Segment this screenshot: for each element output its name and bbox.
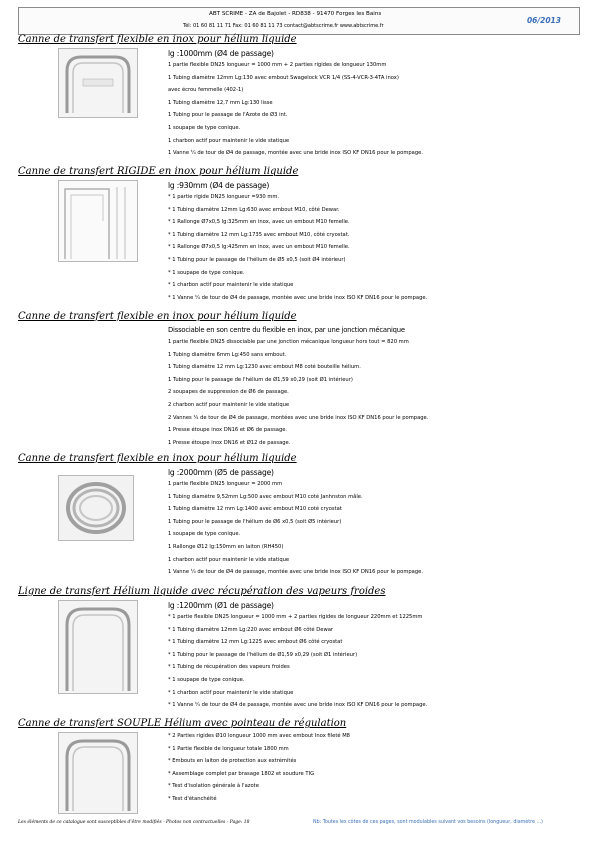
list-item: * 1 Rallonge Ø7x0,5 lg:425mm en inox, avec un embout M10 femelle. <box>168 244 350 251</box>
list-item: 1 Vanne ¼ de tour de Ø4 de passage, montée avec une bride inox ISO KF DN16 pour le pompage. <box>168 150 423 157</box>
list-item: * Embouts en laiton de protection aux extrémités <box>168 758 297 765</box>
product-spec: lg :2000mm (Ø5 de passage) <box>168 468 274 477</box>
list-item: * 1 Tubing de récupération des vapeurs froides <box>168 664 290 671</box>
list-item: * 1 Vanne ¼ de tour de Ø4 de passage, montée avec une bride inox ISO KF DN16 pour le pompage. <box>168 702 428 709</box>
product-title: Canne de transfert flexible en inox pour hélium liquide <box>18 453 297 464</box>
list-item: 1 Tubing pour le passage de l'hélium de Ø1,59 x0,29 (soit Ø1 intérieur) <box>168 376 353 383</box>
spec-list <box>168 611 427 712</box>
spec-list <box>168 336 428 449</box>
list-item: 1 Tubing pour le passage de l'Azote de Ø3 int. <box>168 112 288 119</box>
product-title: Canne de transfert RIGIDE en inox pour hélium liquide <box>18 166 299 177</box>
list-item: * 1 Rallonge Ø7x0,5 lg:325mm en inox, avec un embout M10 femelle. <box>168 219 350 226</box>
list-item: 1 partie flexible DN25 longueur = 2000 mm <box>168 481 283 487</box>
list-item: 1 Tubing diamètre 12,7 mm Lg:130 lisse <box>168 99 273 106</box>
spec-list <box>168 191 427 304</box>
product-spec: lg :930mm (Ø4 de passage) <box>168 181 270 190</box>
list-item: 1 Rallonge Ø12 lg:150mm en laiton (RH450) <box>168 543 284 550</box>
document-date: 06/2013 <box>526 16 561 25</box>
list-item: 1 Tubing diamètre 12 mm Lg:1400 avec embout M10 coté cryostat <box>168 506 342 513</box>
list-item: 1 Presse étoupe inox DN16 et Ø12 de passage. <box>168 439 291 446</box>
list-item: * 1 charbon actif pour maintenir le vide statique <box>168 282 294 289</box>
list-item: * 2 Parties rigides Ø10 longueur 1000 mm avec embout Inox fileté M8 <box>168 733 350 739</box>
spec-list <box>168 730 350 806</box>
list-item: 1 charbon actif pour maintenir le vide statique <box>168 137 290 144</box>
list-item: 2 charbon actif pour maintenir le vide statique <box>168 401 290 408</box>
list-item: 1 Tubing diamètre 9,52mm Lg:500 avec embout M10 coté Janhnston mâle. <box>168 493 363 500</box>
list-item: 1 soupape de type conique. <box>168 124 241 131</box>
list-item: 1 Tubing diamètre 12 mm Lg:1230 avec embout M8 coté bouteille hélium. <box>168 364 361 371</box>
list-item: 1 soupape de type conique. <box>168 531 241 538</box>
list-item: * Assemblage complet par brasage 1802 et soudure TIG <box>168 770 315 777</box>
list-item: 2 soupapes de suppression de Ø6 de passage. <box>168 389 289 396</box>
list-item: * 1 Tubing diamètre 12 mm Lg:1735 avec embout M10, côté cryostat. <box>168 231 350 238</box>
list-item: * 1 Tubing diamètre 12mm Lg:630 avec embout M10, côté Dewar. <box>168 206 340 213</box>
list-item: * Test d'isolation générale à l'azote <box>168 783 259 790</box>
product-title: Canne de transfert SOUPLE Hélium avec pointeau de régulation <box>18 718 347 729</box>
product-spec: lg :1000mm (Ø4 de passage) <box>168 49 274 58</box>
list-item: 1 partie flexible DN25 dissociable par une jonction mécanique longueur hors tout = 820 mm <box>168 339 409 345</box>
spec-list <box>168 59 423 160</box>
list-item: 1 Presse étoupe inox DN16 et Ø6 de passage. <box>168 427 288 434</box>
product-title: Canne de transfert flexible en inox pour hélium liquide <box>18 34 297 45</box>
product-spec: lg :1200mm (Ø1 de passage) <box>168 601 274 610</box>
list-item: 1 Tubing diamètre 6mm Lg:450 sans embout. <box>168 351 287 358</box>
list-item: avec écrou femmelle (402-1) <box>168 87 244 94</box>
spec-list <box>168 478 423 579</box>
product-title: Canne de transfert flexible en inox pour hélium liquide <box>18 311 297 322</box>
letterhead <box>18 7 580 35</box>
product-spec: Dissociable en son centre du flexible en inox, par une jonction mécanique <box>168 326 405 334</box>
list-item: * 1 soupape de type conique. <box>168 676 245 683</box>
u-shaped-transfer-line-photo <box>58 732 138 814</box>
list-item: * 1 partie flexible DN25 longueur = 1000 mm + 2 parties rigides de longueur 220mm et 1225mm <box>168 614 423 620</box>
list-item: 1 charbon actif pour maintenir le vide statique <box>168 556 290 563</box>
u-shaped-transfer-line-photo <box>58 48 138 118</box>
list-item: 1 partie flexible DN25 longueur = 1000 mm + 2 parties rigides de longueur 130mm <box>168 62 387 68</box>
company-address: ABT SCRIME - ZA de Bajolet - RD838 - 91470 Forges les Bains <box>209 11 382 17</box>
list-item: 1 Tubing pour le passage de l'hélium de Ø6 x0,5 (soit Ø5 intérieur) <box>168 518 342 525</box>
list-item: * 1 Tubing pour le passage de l'hélium de Ø1,59 x0,29 (soit Ø1 intérieur) <box>168 651 358 658</box>
list-item: * 1 Tubing diamètre 12 mm Lg:1225 avec embout Ø6 côté cryostat <box>168 639 343 646</box>
u-shaped-transfer-line-photo <box>58 600 138 694</box>
footer-disclaimer: Les éléments de ce catalogue sont susceptibles d'être modifiés - Photos non contractuelles - Page: 18 <box>18 820 250 825</box>
list-item: * 1 Tubing diamètre 12mm Lg:220 avec embout Ø6 côté Dewar <box>168 626 334 633</box>
product-title: Ligne de transfert Hélium liquide avec récupération des vapeurs froides <box>18 586 386 597</box>
list-item: * 1 partie rigide DN25 longueur =930 mm. <box>168 194 280 200</box>
coiled-flexible-line-photo <box>58 475 134 541</box>
list-item: * 1 soupape de type conique. <box>168 269 245 276</box>
footer-note: Nb: Toutes les côtes de ces pages, sont modulables suivant vos besoins (longueur, diamètre ...) <box>313 820 543 825</box>
list-item: * 1 charbon actif pour maintenir le vide statique <box>168 689 294 696</box>
list-item: 1 Vanne ¼ de tour de Ø4 de passage, montée avec une bride inox ISO KF DN16 pour le pompage. <box>168 569 423 576</box>
list-item: 2 Vannes ¼ de tour de Ø4 de passage, montées avec une bride inox ISO KF DN16 pour le pompage. <box>168 414 429 421</box>
list-item: 1 Tubing diamètre 12mm Lg:130 avec embout Swagelock VCR 1/4 (SS-4-VCR-3-4TA inox) <box>168 74 399 81</box>
list-item: * 1 Tubing pour le passage de l'hélium de Ø5 x0,5 (soit Ø4 intérieur) <box>168 256 346 263</box>
list-item: * 1 Vanne ¼ de tour de Ø4 de passage, montée avec une bride inox ISO KF DN16 pour le pompage. <box>168 294 428 301</box>
list-item: * 1 Partie flexible de longueur totale 1800 mm <box>168 745 289 752</box>
rigid-transfer-line-photo <box>58 180 138 262</box>
list-item: * Test d'étanchéité <box>168 795 217 802</box>
company-contact: Tél: 01 60 81 11 71 Fax: 01 60 81 11 73 contact@abtscrime.fr www.abtscrime.fr <box>183 23 384 29</box>
